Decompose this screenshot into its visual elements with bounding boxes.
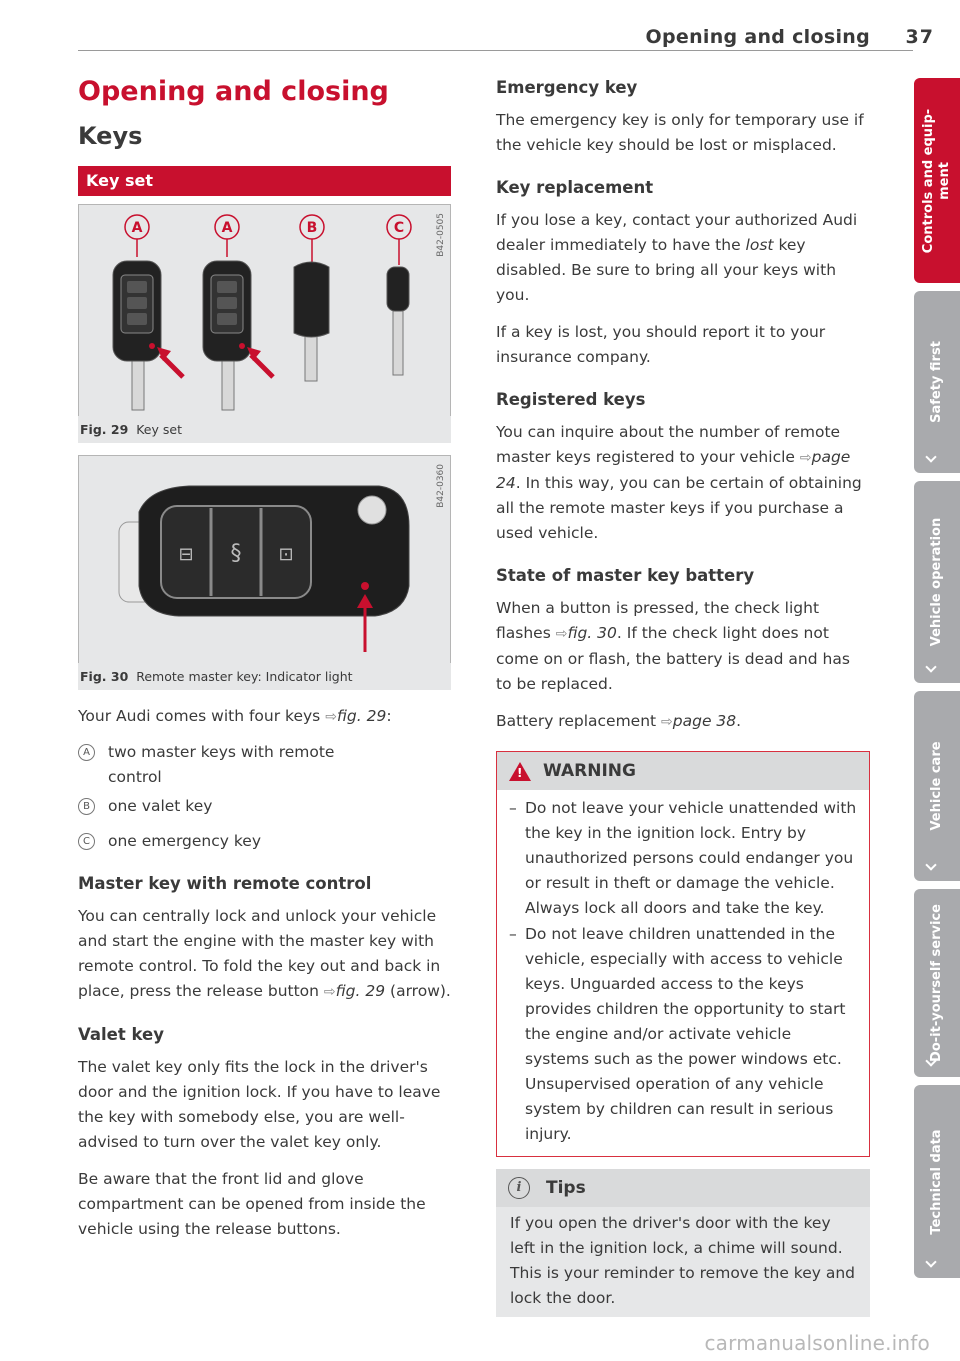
warning-header (497, 752, 869, 790)
tab-label: Safety first (929, 341, 944, 423)
registered-page-link[interactable]: page 24 (496, 448, 851, 492)
chapter-title: Opening and closing (78, 76, 389, 107)
tab-vehicle-care[interactable] (914, 691, 960, 881)
tab-technical-data[interactable] (914, 1085, 960, 1278)
svg-text:§: § (230, 541, 242, 566)
tab-label: Vehicle operation (929, 517, 944, 647)
tab-vehicle-operation[interactable] (914, 481, 960, 683)
battery-text-b: . If the check light does not come on or flash, the battery is dead and has to be replaced. (496, 624, 850, 693)
key-set-illustration (79, 205, 450, 417)
figure-29-code: B42-0505 (436, 213, 446, 257)
arrow-icon: ⇨ (799, 450, 812, 466)
watermark: carmanualsonline.info (704, 1331, 930, 1355)
battery-paragraph (496, 596, 870, 697)
tips-text: If you open the driver's door with the key left in the ignition lock, a chime will sound. This is your reminder to remove the key and lock the door. (510, 1214, 856, 1307)
legend-item-a (78, 740, 451, 790)
arrow-icon: ⇨ (555, 626, 568, 642)
chevron-down-icon (925, 859, 936, 870)
key-replacement-heading: Key replacement (496, 178, 654, 197)
master-key-end: (arrow). (390, 982, 451, 1000)
battery-heading: State of master key battery (496, 566, 755, 585)
page-number: 37 (905, 26, 934, 48)
warning-item (509, 922, 857, 1147)
arrow-icon: ⇨ (325, 709, 337, 725)
legend-text-b: one valet key (108, 797, 213, 815)
registered-keys-paragraph (496, 420, 870, 546)
chevron-down-icon (925, 1256, 936, 1267)
valet-key-heading: Valet key (78, 1025, 164, 1044)
battery-replacement-text: Battery replacement (496, 712, 657, 730)
intro-fig-link[interactable]: fig. 29 (336, 707, 387, 725)
figure-30 (78, 455, 451, 690)
dash: – (509, 925, 517, 943)
master-fig-link[interactable]: fig. 29 (335, 982, 386, 1000)
legend-letter-a: A (78, 744, 95, 761)
legend-text-a: two master keys with remote control (108, 743, 335, 786)
figure-29 (78, 204, 451, 443)
arrow-icon: ⇨ (323, 984, 336, 1000)
master-key-paragraph (78, 904, 451, 1005)
emergency-key-heading: Emergency key (496, 78, 638, 97)
valet-key-text-2: Be aware that the front lid and glove compartment can be opened from inside the vehicle using the release buttons. (78, 1170, 426, 1238)
key-replacement-lost: lost (745, 236, 774, 254)
warning-icon (509, 762, 531, 781)
battery-text-a: When a button is pressed, the check light flashes (496, 599, 820, 642)
key-replacement-text-2: If a key is lost, you should report it to your insurance company. (496, 323, 826, 366)
warning-box (496, 751, 870, 1157)
battery-replacement-paragraph (496, 709, 870, 735)
valet-key-text: The valet key only fits the lock in the driver's door and the ignition lock. If you have to leave the key with somebody else, you are well-advised to turn over the valet key only. (78, 1058, 441, 1151)
tab-label: Do-it-yourself service (929, 904, 944, 1062)
right-column (496, 70, 870, 1317)
left-column (78, 70, 451, 1242)
legend-text-c: one emergency key (108, 832, 261, 850)
figure-30-image (78, 455, 451, 663)
tab-label: Controls and equip- ment (921, 108, 952, 253)
battery-replacement-end: . (736, 712, 742, 730)
figure-29-caption (78, 416, 451, 443)
warning-list (497, 790, 869, 1156)
chevron-down-icon (925, 451, 936, 462)
dash: – (509, 799, 517, 817)
section-title: Keys (78, 122, 143, 150)
key-replacement-text-a: If you lose a key, contact your authorized Audi dealer immediately to have the (496, 211, 858, 254)
warning-item (509, 796, 857, 921)
header-rule (78, 50, 913, 51)
registered-keys-heading: Registered keys (496, 390, 646, 409)
marker-a2: A (221, 220, 233, 236)
arrow-icon: ⇨ (661, 714, 673, 730)
tab-label: Vehicle care (929, 741, 944, 831)
intro-paragraph (78, 704, 451, 730)
svg-text:⊡: ⊡ (278, 544, 294, 565)
master-key-text: You can centrally lock and unlock your vehicle and start the engine with the master key with remote control. To fold the key out and back in place, press the release button (78, 907, 441, 1000)
running-head: Opening and closing (645, 26, 870, 48)
legend-item-c (78, 829, 451, 854)
warning-item-text: Do not leave your vehicle unattended with the key in the ignition lock. Entry by unauthorized persons could endanger you or result in theft or damage the vehicle. Always lock all doors and take the key. (525, 799, 857, 917)
info-icon: i (508, 1177, 530, 1199)
figure-29-caption-text: Key set (136, 422, 182, 437)
key-replacement-paragraph (496, 208, 870, 308)
tab-do-it-yourself-service[interactable] (914, 889, 960, 1077)
registered-keys-text-b: . In this way, you can be certain of obtaining all the remote master keys if you purchase a used vehicle. (496, 474, 862, 542)
emergency-key-text: The emergency key is only for temporary use if the vehicle key should be lost or misplaced. (496, 111, 864, 154)
tab-controls-and-equipment[interactable] (914, 78, 960, 283)
key-set-bar: Key set (78, 166, 451, 196)
marker-c: C (393, 220, 405, 236)
tips-title: Tips (546, 1178, 586, 1198)
legend-letter-c: C (78, 833, 95, 850)
marker-b: B (306, 220, 318, 236)
chapter-tabs (914, 78, 960, 1286)
remote-key-illustration (79, 456, 450, 664)
chevron-down-icon (925, 661, 936, 672)
figure-30-caption-text: Remote master key: Indicator light (136, 669, 353, 684)
intro-end: : (386, 707, 392, 725)
warning-item-text: Do not leave children unattended in the vehicle, especially with access to vehicle keys. Unguarded access to the keys provides children the opportunity to start the engine and/or activate vehicle systems such as the power windows etc. Unsupervised operation of any vehicle system by children can result in serious injury. (525, 925, 846, 1143)
battery-fig-link[interactable]: fig. 30 (567, 624, 617, 642)
master-key-heading: Master key with remote control (78, 874, 372, 893)
tab-label: Technical data (929, 1128, 944, 1235)
tips-header (496, 1169, 870, 1207)
legend-letter-b: B (78, 798, 95, 815)
figure-29-image (78, 204, 451, 416)
legend-item-b (78, 794, 451, 819)
figure-30-code: B42-0360 (436, 464, 446, 508)
warning-title: WARNING (543, 761, 636, 781)
intro-text: Your Audi comes with four keys (78, 707, 321, 725)
key-replacement-text-b: key disabled. Be sure to bring all your keys with you. (496, 236, 837, 304)
figure-30-caption (78, 663, 451, 690)
registered-keys-text-a: You can inquire about the number of remote master keys registered to your vehicle (496, 423, 841, 466)
figure-29-label: Fig. 29 (80, 422, 129, 437)
figure-30-label: Fig. 30 (80, 669, 129, 684)
battery-page-link[interactable]: page 38 (672, 712, 737, 730)
tab-safety-first[interactable] (914, 291, 960, 473)
svg-text:⊟: ⊟ (178, 544, 194, 565)
tips-box (496, 1169, 870, 1317)
marker-a1: A (131, 220, 143, 236)
